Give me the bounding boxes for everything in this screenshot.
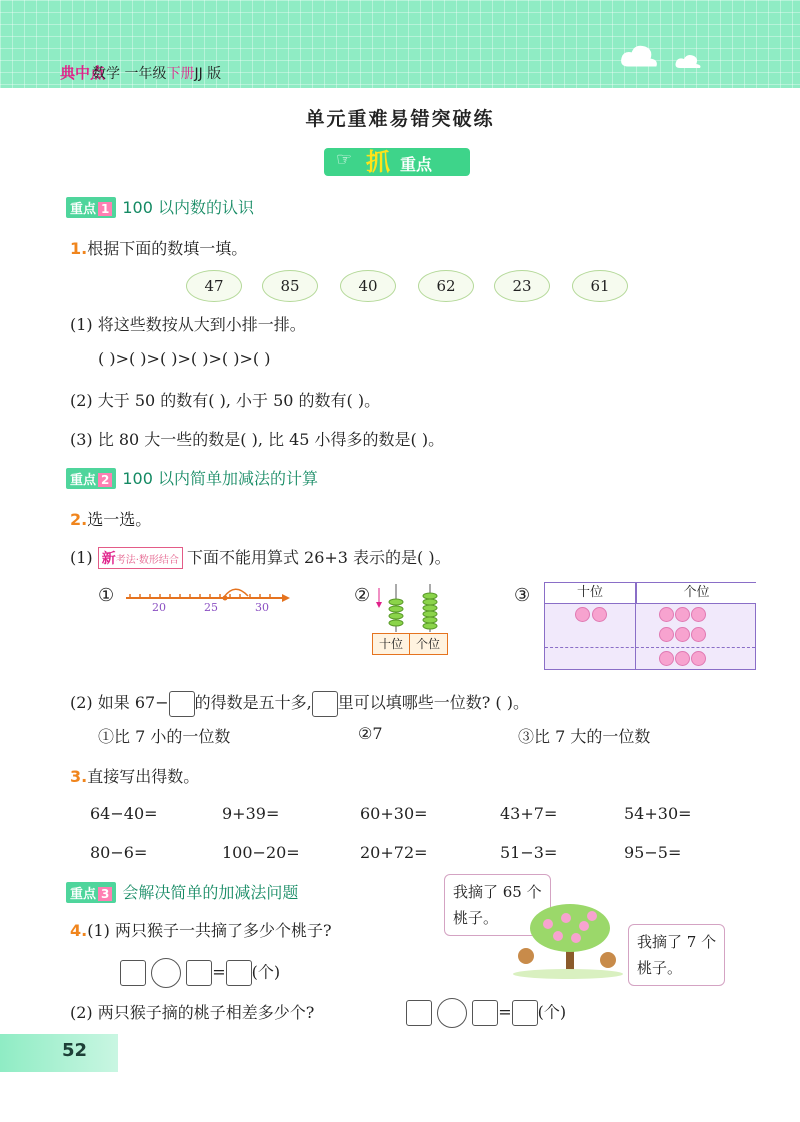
place-value-chart [544, 582, 756, 670]
page-header [0, 0, 800, 88]
counter-dot [691, 651, 706, 666]
blank-box[interactable] [169, 691, 195, 717]
number-card: 47 [186, 270, 242, 302]
counter-dot [691, 627, 706, 642]
calc-item[interactable]: 43+7= [500, 804, 558, 823]
counter-dot [659, 627, 674, 642]
section-title: 会解决简单的加减法问题 [122, 883, 299, 902]
page-number: 52 [62, 1040, 88, 1061]
cloud-decoration-icon [618, 40, 708, 74]
section-heading-1 [66, 195, 254, 218]
logo: 典中点 [60, 64, 106, 82]
answer-equation-2[interactable]: = (个) [406, 998, 566, 1028]
section-title: 100 以内数的认识 [122, 198, 255, 217]
page-title: 单元重难易错突破练 [305, 108, 495, 130]
tick-label: 20 [152, 601, 166, 614]
focus-banner [324, 148, 470, 176]
calc-item[interactable]: 51−3= [500, 843, 558, 862]
number-card: 62 [418, 270, 474, 302]
banner-text: 重点 [400, 155, 433, 174]
blank-box[interactable] [406, 1000, 432, 1026]
book-info [92, 63, 221, 83]
calc-item[interactable]: 54+30= [624, 804, 692, 823]
pv-header-tens: 十位 [545, 583, 635, 603]
pv-header-ones: 个位 [636, 583, 756, 603]
question-1: 1.根据下面的数填一填。 [70, 239, 248, 258]
abacus-icon [374, 582, 446, 634]
speech-bubble-7: 我摘了 7 个 桃子。 [628, 924, 725, 986]
counter-dot [675, 627, 690, 642]
counter-dot [675, 651, 690, 666]
new-exam-tag: 新考法·数形结合 [98, 547, 183, 569]
abacus-base: 十位 个位 [372, 633, 448, 655]
question-4-part2: (2) 两只猴子摘的桃子相差多少个? [70, 1003, 315, 1022]
blank-box[interactable] [512, 1000, 538, 1026]
option-1-label[interactable]: ① [98, 585, 115, 606]
q1-part1-answer-blanks[interactable]: ( )>( )>( )>( )>( )>( ) [98, 349, 271, 368]
section-heading-3 [66, 880, 298, 903]
section-tag: 重点 2 [66, 468, 116, 489]
calc-item[interactable]: 20+72= [360, 843, 428, 862]
number-line [124, 580, 290, 620]
q1-part3[interactable]: (3) 比 80 大一些的数是( ), 比 45 小得多的数是( )。 [70, 430, 445, 449]
choice-1[interactable]: ①比 7 小的一位数 [98, 727, 231, 746]
calc-item[interactable]: 9+39= [222, 804, 280, 823]
calc-item[interactable]: 64−40= [90, 804, 158, 823]
subject: 数学 一年级 [92, 66, 167, 82]
section-heading-2 [66, 466, 318, 489]
choice-3[interactable]: ③比 7 大的一位数 [518, 727, 651, 746]
counter-dot [575, 607, 590, 622]
operator-circle[interactable] [437, 998, 467, 1028]
calc-item[interactable]: 60+30= [360, 804, 428, 823]
section-tag: 重点 1 [66, 197, 116, 218]
q2-part1[interactable]: (1) 新考法·数形结合 下面不能用算式 26+3 表示的是( )。 [70, 548, 451, 567]
section-title: 100 以内简单加减法的计算 [122, 469, 319, 488]
counter-dot [691, 607, 706, 622]
question-4-part1: 4.(1) 两只猴子一共摘了多少个桃子? [70, 921, 332, 940]
counter-dot [592, 607, 607, 622]
blank-box[interactable] [312, 691, 338, 717]
edition: JJ 版 [194, 66, 222, 82]
blank-box[interactable] [472, 1000, 498, 1026]
number-card: 23 [494, 270, 550, 302]
section-tag: 重点 3 [66, 882, 116, 903]
operator-circle[interactable] [151, 958, 181, 988]
tick-label: 30 [255, 601, 269, 614]
blank-box[interactable] [120, 960, 146, 986]
volume: 下册 [166, 66, 195, 82]
monkey-tree-illustration [508, 900, 628, 980]
q1-part2[interactable]: (2) 大于 50 的数有( ), 小于 50 的数有( )。 [70, 391, 381, 410]
calc-item[interactable]: 80−6= [90, 843, 148, 862]
q2-part2[interactable]: (2) 如果 67− 的得数是五十多, 里可以填哪些一位数? ( )。 [70, 690, 529, 717]
q1-part1: (1) 将这些数按从大到小排一排。 [70, 315, 306, 334]
pointing-hand-icon: ☞ [336, 149, 353, 170]
answer-equation-1[interactable]: = (个) [120, 958, 280, 988]
tick-label: 25 [204, 601, 218, 614]
choice-2[interactable]: ②7 [358, 724, 383, 743]
speech-bubble-65: 我摘了 65 个 桃子。 [444, 874, 551, 936]
banner-zhua: 抓 [366, 148, 390, 176]
option-2-label[interactable]: ② [354, 585, 371, 606]
number-card: 61 [572, 270, 628, 302]
blank-box[interactable] [226, 960, 252, 986]
number-card: 85 [262, 270, 318, 302]
footer-band [0, 1034, 118, 1072]
counter-dot [659, 607, 674, 622]
calc-item[interactable]: 100−20= [222, 843, 300, 862]
calc-item[interactable]: 95−5= [624, 843, 682, 862]
number-card: 40 [340, 270, 396, 302]
counter-dot [659, 651, 674, 666]
counter-dot [675, 607, 690, 622]
option-3-label[interactable]: ③ [514, 585, 531, 606]
question-2: 2.选一选。 [70, 510, 152, 529]
question-3: 3.直接写出得数。 [70, 767, 200, 786]
blank-box[interactable] [186, 960, 212, 986]
